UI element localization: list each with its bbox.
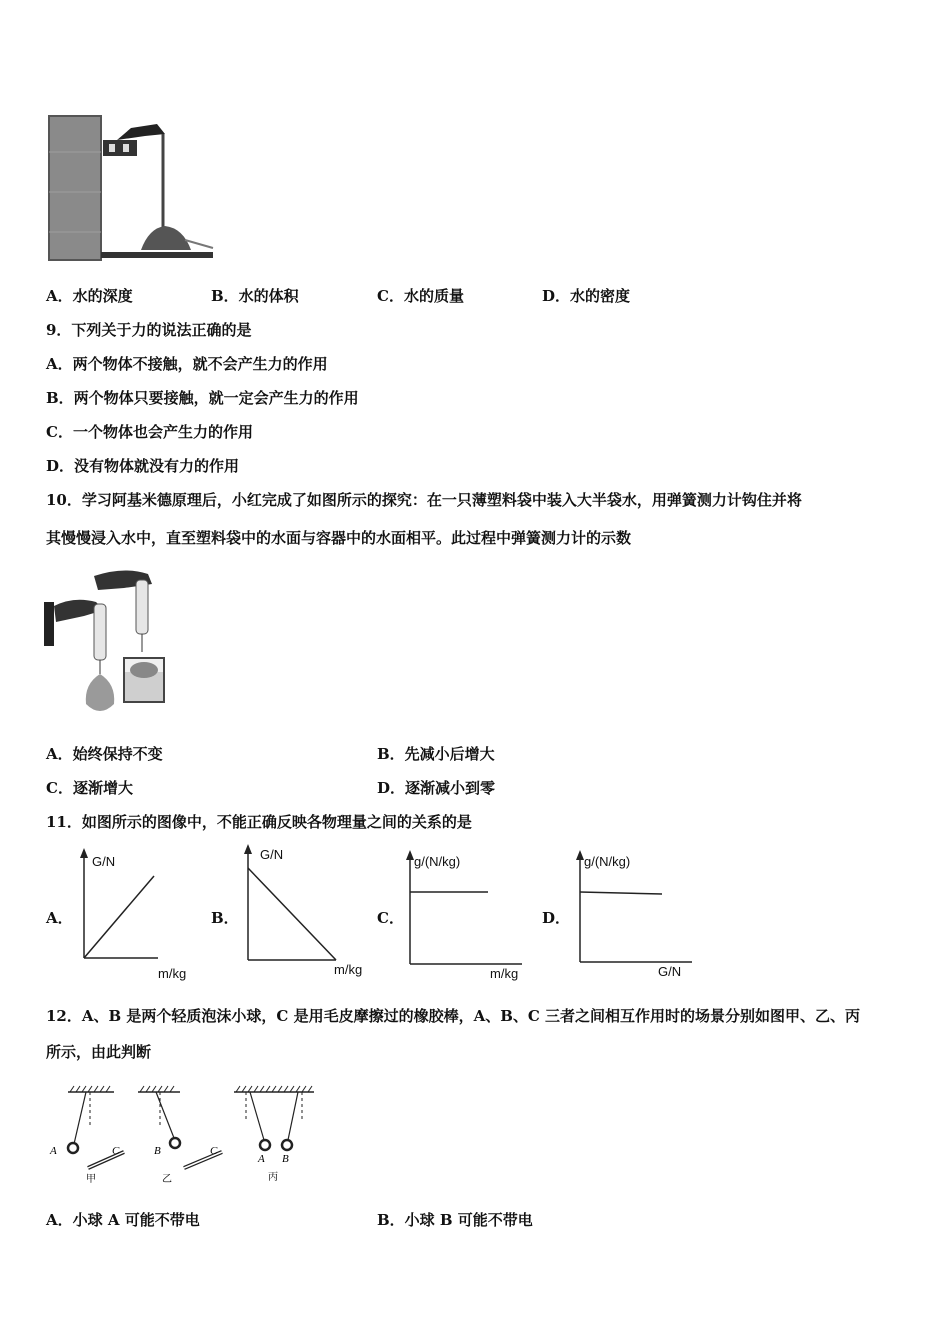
graph-a-y-arrow — [80, 848, 88, 858]
q11-graph-c-xlabel: m/kg — [490, 966, 519, 981]
q10-option-a: A．始终保持不变 — [46, 745, 163, 763]
q9-option-d: D．没有物体就没有力的作用 — [46, 457, 240, 475]
q11-graph-d-xlabel: G/N — [658, 964, 682, 979]
q11-graph-c-ylabel: g/(N/kg) — [414, 854, 461, 869]
q12-label-b-yi: B — [154, 1145, 161, 1157]
q10-option-d: D．逐渐减小到零 — [377, 779, 496, 797]
q12-label-a-jia: A — [50, 1145, 57, 1157]
q11-graph-a-ylabel: G/N — [92, 854, 116, 869]
q11-graph-b-ylabel: G/N — [260, 847, 284, 862]
graph-d-line — [580, 892, 662, 894]
graph-b-line — [248, 868, 336, 960]
q12-label-b-bing: B — [282, 1153, 289, 1165]
q11-graph-b — [240, 842, 360, 966]
q11-option-c: C． — [377, 909, 404, 927]
q11-graph-a-xlabel: m/kg — [158, 966, 187, 981]
q11-graph-d-ylabel: g/(N/kg) — [584, 854, 631, 869]
q9-option-c: C．一个物体也会产生力的作用 — [46, 423, 253, 441]
q12-label-a-bing: A — [258, 1153, 265, 1165]
q8-option-b: B．水的体积 — [211, 287, 299, 305]
graph-c-y-arrow — [406, 850, 414, 860]
q10-stem-line1: 10．学习阿基米德原理后，小红完成了如图所示的探究：在一只薄塑料袋中装入大半袋水，用弹簧测力计钩住并将 — [46, 491, 802, 509]
q12-option-a: A．小球 A 可能不带电 — [46, 1211, 200, 1229]
graph-d-y-arrow — [576, 850, 584, 860]
q10-option-c: C．逐渐增大 — [46, 779, 133, 797]
q9-option-a: A．两个物体不接触，就不会产生力的作用 — [46, 355, 328, 373]
graph-a-line — [84, 876, 154, 958]
q8-option-c: C．水的质量 — [377, 287, 464, 305]
q11-option-b: B． — [211, 909, 239, 927]
q12-label-c-jia: C — [112, 1145, 120, 1157]
q12-label-bing: 丙 — [268, 1172, 278, 1183]
q9-option-b: B．两个物体只要接触，就一定会产生力的作用 — [46, 389, 359, 407]
q10-figure — [44, 566, 174, 726]
q12-label-c-yi: C — [210, 1145, 218, 1157]
graph-b-y-arrow — [244, 844, 252, 854]
q11-graph-b-xlabel: m/kg — [334, 962, 363, 977]
q8-figure — [45, 112, 215, 264]
q10-stem-line2: 其慢慢浸入水中，直至塑料袋中的水面与容器中的水面相平。此过程中弹簧测力计的示数 — [46, 529, 632, 547]
q12-label-yi: 乙 — [162, 1174, 172, 1185]
q8-option-d: D．水的密度 — [542, 287, 631, 305]
q10-option-b: B．先减小后增大 — [377, 745, 495, 763]
q11-stem: 11．如图所示的图像中，不能正确反映各物理量之间的关系的是 — [46, 813, 472, 831]
q8-option-a: A．水的深度 — [46, 287, 133, 305]
q12-stem-line1: 12．A、B 是两个轻质泡沫小球，C 是用毛皮摩擦过的橡胶棒，A、B、C 三者之间相互作用时的场景分别如图甲、乙、丙 — [46, 1007, 861, 1025]
q12-option-b: B．小球 B 可能不带电 — [377, 1211, 533, 1229]
q12-stem-line2: 所示，由此判断 — [46, 1043, 152, 1061]
q9-stem: 9．下列关于力的说法正确的是 — [46, 321, 252, 339]
q11-option-d: D． — [542, 909, 571, 927]
q11-option-a: A． — [46, 909, 73, 927]
q12-figure — [44, 1082, 324, 1192]
q12-label-jia: 甲 — [86, 1174, 96, 1185]
